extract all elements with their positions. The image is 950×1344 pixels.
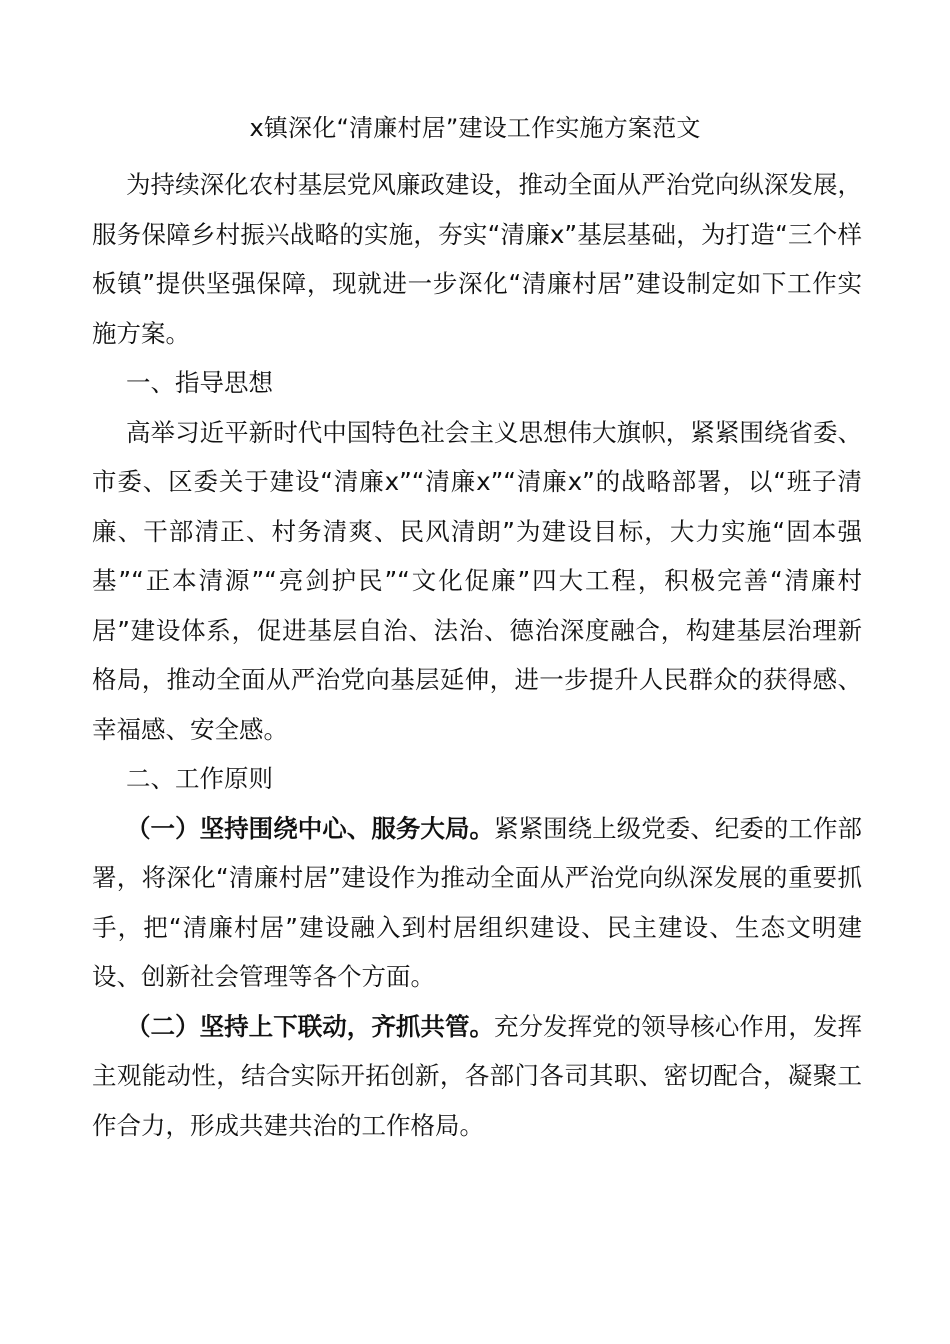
intro-paragraph: 为持续深化农村基层党风廉政建设，推动全面从严治党向纵深发展，服务保障乡村振兴战略的实施，夯实“清廉x”基层基础，为打造“三个样板镇”提供坚强保障，现就进一步深化“清廉村居”建设制定如下工作实施方案。 xyxy=(92,170,862,348)
section-1-heading: 一、指导思想 xyxy=(126,368,273,397)
section-2-heading: 二、工作原则 xyxy=(126,764,273,793)
document-title: x镇深化“清廉村居”建设工作实施方案范文 xyxy=(249,114,701,142)
principle-2-lead: （二）坚持上下联动，齐抓共管。 xyxy=(126,1011,495,1041)
principle-2-paragraph xyxy=(92,1002,862,1151)
principle-1-paragraph xyxy=(92,804,862,1002)
principle-1-lead: （一）坚持围绕中心、服务大局。 xyxy=(126,813,495,843)
principle-2-text: 充分发挥党的领导核心作用，发挥主观能动性，结合实际开拓创新，各部门各司其职、密切配合，凝聚工作合力，形成共建共治的工作格局。 xyxy=(92,1011,862,1140)
document-body xyxy=(92,160,862,1150)
section-1-paragraph: 高举习近平新时代中国特色社会主义思想伟大旗帜，紧紧围绕省委、市委、区委关于建设“清廉x”“清廉x”“清廉x”的战略部署，以“班子清廉、干部清正、村务清爽、民风清朗”为建设目标，大力实施“固本强基”“正本清源”“亮剑护民”“文化促廉”四大工程，积极完善“清廉村居”建设体系，促进基层自治、法治、德治深度融合，构建基层治理新格局，推动全面从严治党向基层延伸，进一步提升人民群众的获得感、幸福感、安全感。 xyxy=(92,417,862,744)
principle-1-text: 紧紧围绕上级党委、纪委的工作部署，将深化“清廉村居”建设作为推动全面从严治党向纵深发展的重要抓手，把“清廉村居”建设融入到村居组织建设、民主建设、生态文明建设、创新社会管理等各个方面。 xyxy=(92,813,862,991)
